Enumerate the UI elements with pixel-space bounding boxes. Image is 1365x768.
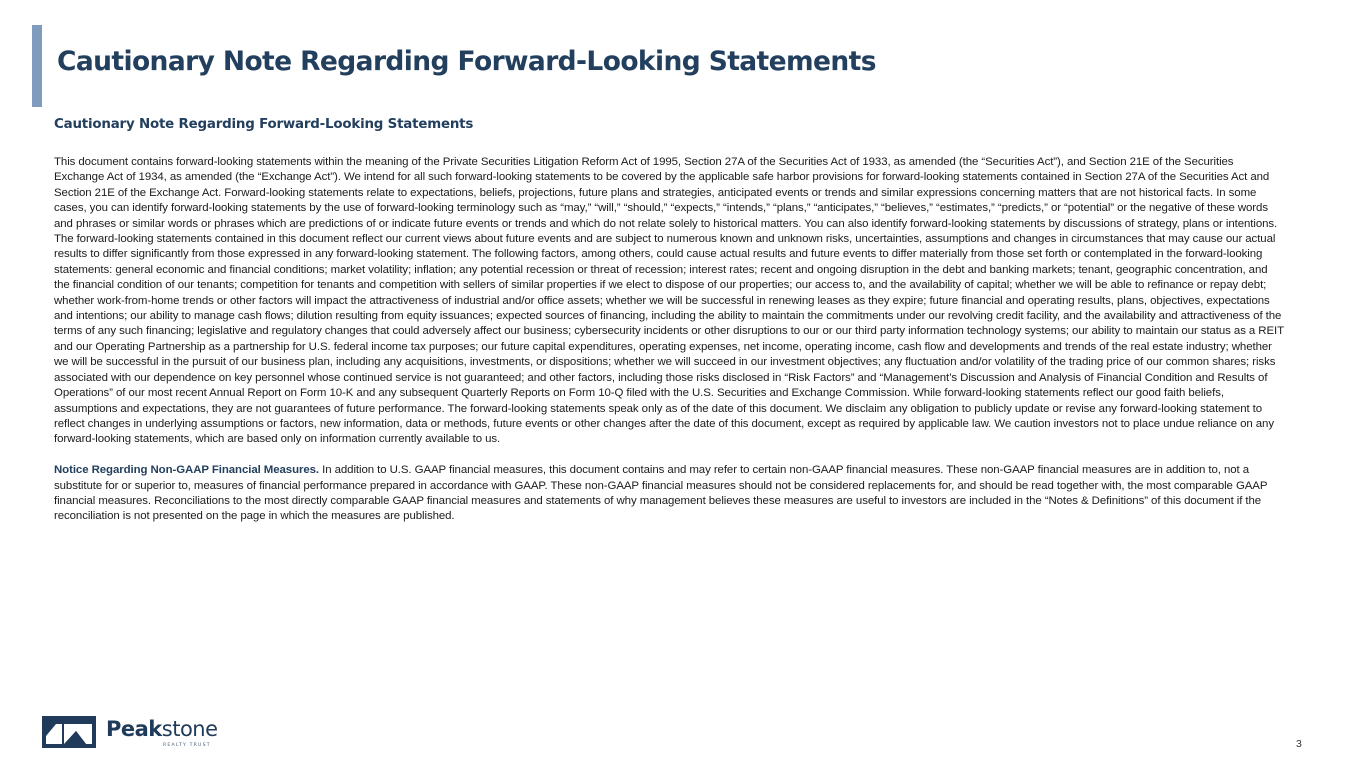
- section-heading: Cautionary Note Regarding Forward-Looking Statements: [54, 117, 474, 132]
- forward-looking-paragraph: This document contains forward-looking statements within the meaning of the Private Securities Litigation Reform Act of 1995, Section 27A of the Securities Act of 1933, as amended (the “Securities Act”), and Section 21E of the Securities Exchange Act of 1934, as amended (the “Exchange Act”). We intend for all such forward-looking statements to be covered by the applicable safe harbor provisions for forward-looking statements contained in Section 27A of the Securities Act and Section 21E of the Exchange Act. Forward-looking statements relate to expectations, beliefs, projections, future plans and strategies, anticipated events or trends and similar expressions concerning matters that are not historical facts. In some cases, you can identify forward-looking statements by the use of forward-looking terminology such as “may,” “will,” “should,” “expects,” “intends,” “plans,” “anticipates,” “believes,” “estimates,” “predicts,” or “potential” or the negative of these words and phrases or similar words or phrases which are predictions of or indicate future events or trends and which do not relate solely to historical matters. You can also identify forward-looking statements by discussions of strategy, plans or intentions.: [54, 156, 1278, 230]
- logo-tagline: REALTY TRUST: [163, 743, 211, 748]
- disclaimer-body: [54, 155, 1286, 525]
- page-number: 3: [1296, 738, 1302, 750]
- non-gaap-text: In addition to U.S. GAAP financial measures, this document contains and may refer to certain non-GAAP financial measures. These non-GAAP financial measures are in addition to, not a substitute for or superior to, measures of financial performance prepared in accordance with GAAP. These non-GAAP financial measures should not be considered replacements for, and should be read together with, the most comparable GAAP financial measures. Reconciliations to the most directly comparable GAAP financial measures and statements of why management believes these measures are useful to investors are included in the “Notes & Definitions” of this document if the reconciliation is not presented on the page in which the measures are published.: [54, 464, 1268, 523]
- non-gaap-lead: Notice Regarding Non-GAAP Financial Measures.: [54, 464, 320, 477]
- logo-wordmark: Peakstone: [106, 717, 218, 741]
- peakstone-mountain-logo-icon: [42, 716, 96, 748]
- page-title: Cautionary Note Regarding Forward-Looking Statements: [57, 46, 876, 77]
- risk-factors-paragraph: The forward-looking statements contained in this document reflect our current views about future events and are subject to numerous known and unknown risks, uncertainties, assumptions and changes in circumstances that may cause our actual results to differ significantly from those expressed in any forward-looking statement. The following factors, among others, could cause actual results and future events to differ materially from those set forth or contemplated in the forward-looking statements: general economic and financial conditions; market volatility; inflation; any potential recession or threat of recession; interest rates; recent and ongoing disruption in the debt and banking markets; tenant, geographic concentration, and the financial condition of our tenants; competition for tenants and competition with sellers of similar properties if we elect to dispose of our properties; our access to, and the availability of capital; whether we will be able to refinance or repay debt; whether work-from-home trends or other factors will impact the attractiveness of industrial and/or office assets; whether we will be successful in renewing leases as they expire; future financial and operating results, plans, objectives, expectations and intentions; our ability to manage cash flows; dilution resulting from equity issuances; expected sources of financing, including the ability to maintain the commitments under our revolving credit facility, and the availability and attractiveness of the terms of any such financing; legislative and regulatory changes that could adversely affect our business; cybersecurity incidents or other disruptions to our or our third party information technology systems; our ability to maintain our status as a REIT and our Operating Partnership as a partnership for U.S. federal income tax purposes; our future capital expenditures, operating expenses, net income, operating income, cash flow and developments and trends of the real estate industry; whether we will be successful in the pursuit of our business plan, including any acquisitions, investments, or dispositions; whether we will succeed in our investment objectives; any fluctuation and/or volatility of the trading price of our common shares; risks associated with our dependence on key personnel whose continued service is not guaranteed; and other factors, including those risks disclosed in “Risk Factors” and “Management’s Discussion and Analysis of Financial Condition and Results of Operations” of our most recent Annual Report on Form 10-K and any subsequent Quarterly Reports on Form 10-Q filed with the U.S. Securities and Exchange Commission. While forward-looking statements reflect our good faith beliefs, assumptions and expectations, they are not guarantees of future performance. The forward-looking statements speak only as of the date of this document. We disclaim any obligation to publicly update or revise any forward-looking statement to reflect changes in underlying assumptions or factors, new information, data or methods, future events or other changes after the date of this document, except as required by applicable law. We caution investors not to place undue reliance on any forward-looking statements, which are based only on information currently available to us.: [54, 233, 1284, 446]
- non-gaap-paragraph: [54, 463, 1286, 525]
- title-accent-bar: [32, 25, 42, 107]
- peakstone-logo: [42, 716, 222, 750]
